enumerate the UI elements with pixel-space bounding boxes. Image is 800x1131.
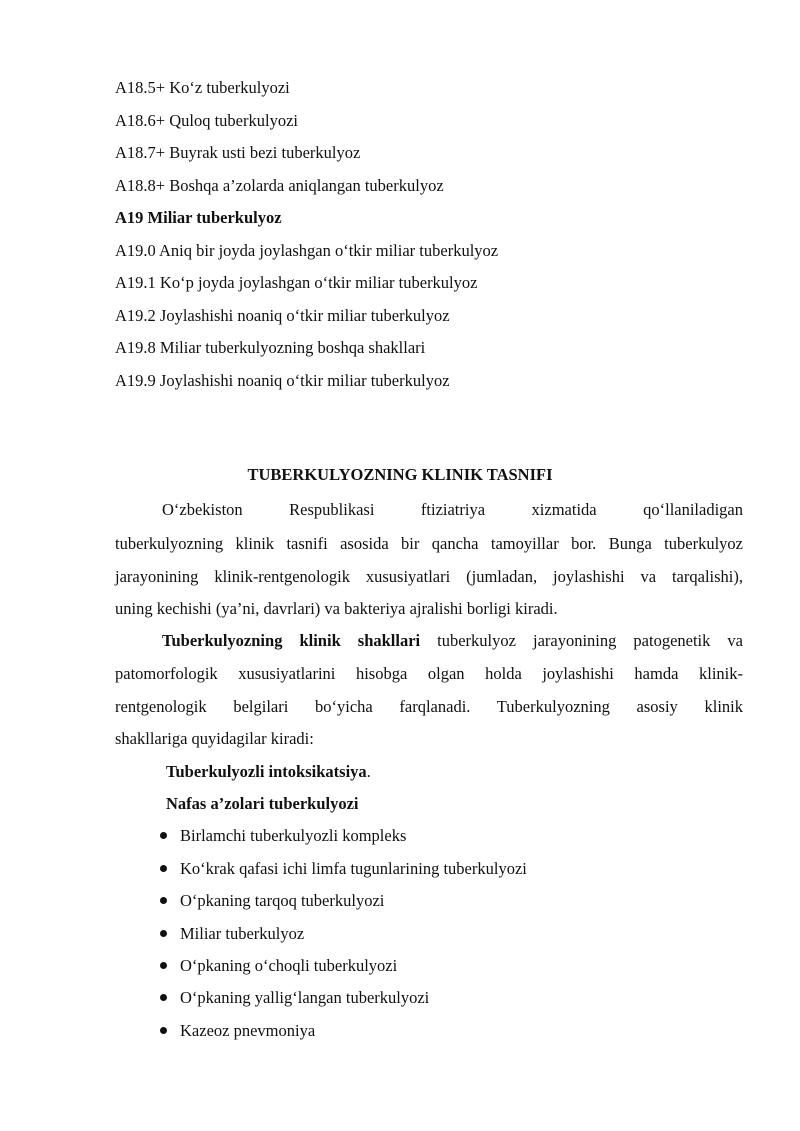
paragraph2-line4: shakllariga quyidagilar kiradi: [115, 729, 314, 748]
bullet-icon [160, 1027, 167, 1034]
code-line-a18-7: A18.7+ Buyrak usti bezi tuberkulyoz [115, 143, 361, 162]
list-item [160, 826, 406, 846]
code-line-a18-5: A18.5+ Ko‘z tuberkulyozi [115, 78, 290, 97]
bullet-icon [160, 865, 167, 872]
code-line-a19-1: A19.1 Ko‘p joyda joylashgan o‘tkir miliar tuberkulyoz [115, 273, 478, 292]
paragraph2-first-rest: tuberkulyoz jarayonining patogenetik va [420, 631, 743, 650]
intoxication-heading: Tuberkulyozli intoksikatsiya [166, 762, 367, 781]
list-item [160, 1021, 315, 1041]
code-line-a19-8: A19.8 Miliar tuberkulyozning boshqa shakllari [115, 338, 426, 357]
list-item-label: O‘pkaning o‘choqli tuberkulyozi [180, 956, 398, 975]
list-item [160, 924, 304, 944]
list-item [160, 956, 397, 976]
bullet-icon [160, 994, 167, 1001]
code-line-a18-6: A18.6+ Quloq tuberkulyozi [115, 111, 298, 130]
list-item-label: Miliar tuberkulyoz [180, 924, 305, 943]
list-item-label: Kazeoz pnevmoniya [180, 1021, 316, 1040]
paragraph1-line1: O‘zbekiston Respublikasi ftiziatriya xizmatida qo‘llaniladigan [162, 500, 743, 519]
bullet-icon [160, 930, 167, 937]
code-line-a19-0: A19.0 Aniq bir joyda joylashgan o‘tkir miliar tuberkulyoz [115, 241, 499, 260]
bullet-icon [160, 897, 167, 904]
bullet-icon [160, 962, 167, 969]
paragraph2-line1 [162, 631, 743, 651]
intoxication-line [166, 762, 371, 782]
paragraph2-bold-lead: Tuberkulyozning klinik shakllari [162, 631, 421, 650]
code-line-a18-8: A18.8+ Boshqa a’zolarda aniqlangan tuberkulyoz [115, 176, 444, 195]
list-item-label: O‘pkaning tarqoq tuberkulyozi [180, 891, 385, 910]
paragraph1-line4: uning kechishi (ya’ni, davrlari) va bakteriya ajralishi borligi kiradi. [115, 599, 558, 618]
intoxication-period: . [366, 762, 371, 781]
list-item [160, 859, 527, 879]
list-item-label: Ko‘krak qafasi ichi limfa tugunlarining tuberkulyozi [180, 859, 527, 878]
paragraph2-line2: patomorfologik xususiyatlarini hisobga olgan holda joylashishi hamda klinik- [115, 664, 743, 683]
code-line-a19-9: A19.9 Joylashishi noaniq o‘tkir miliar tuberkulyoz [115, 371, 450, 390]
paragraph2-line3: rentgenologik belgilari bo‘yicha farqlanadi. Tuberkulyozning asosiy klinik [115, 697, 743, 716]
list-item-label: Birlamchi tuberkulyozli kompleks [180, 826, 407, 845]
list-item [160, 988, 429, 1008]
paragraph1-line3: jarayonining klinik-rentgenologik xususiyatlari (jumladan, joylashishi va tarqalishi), [115, 567, 743, 586]
code-line-a19-2: A19.2 Joylashishi noaniq o‘tkir miliar tuberkulyoz [115, 306, 450, 325]
list-item [160, 891, 384, 911]
paragraph1-line2: tuberkulyozning klinik tasnifi asosida bir qancha tamoyillar bor. Bunga tuberkulyoz [115, 534, 743, 553]
section-title: TUBERKULYOZNING KLINIK TASNIFI [247, 465, 553, 484]
list-item-label: O‘pkaning yallig‘langan tuberkulyozi [180, 988, 430, 1007]
respiratory-heading: Nafas a’zolari tuberkulyozi [166, 794, 359, 813]
bullet-icon [160, 832, 167, 839]
a19-heading: A19 Miliar tuberkulyoz [115, 208, 282, 227]
